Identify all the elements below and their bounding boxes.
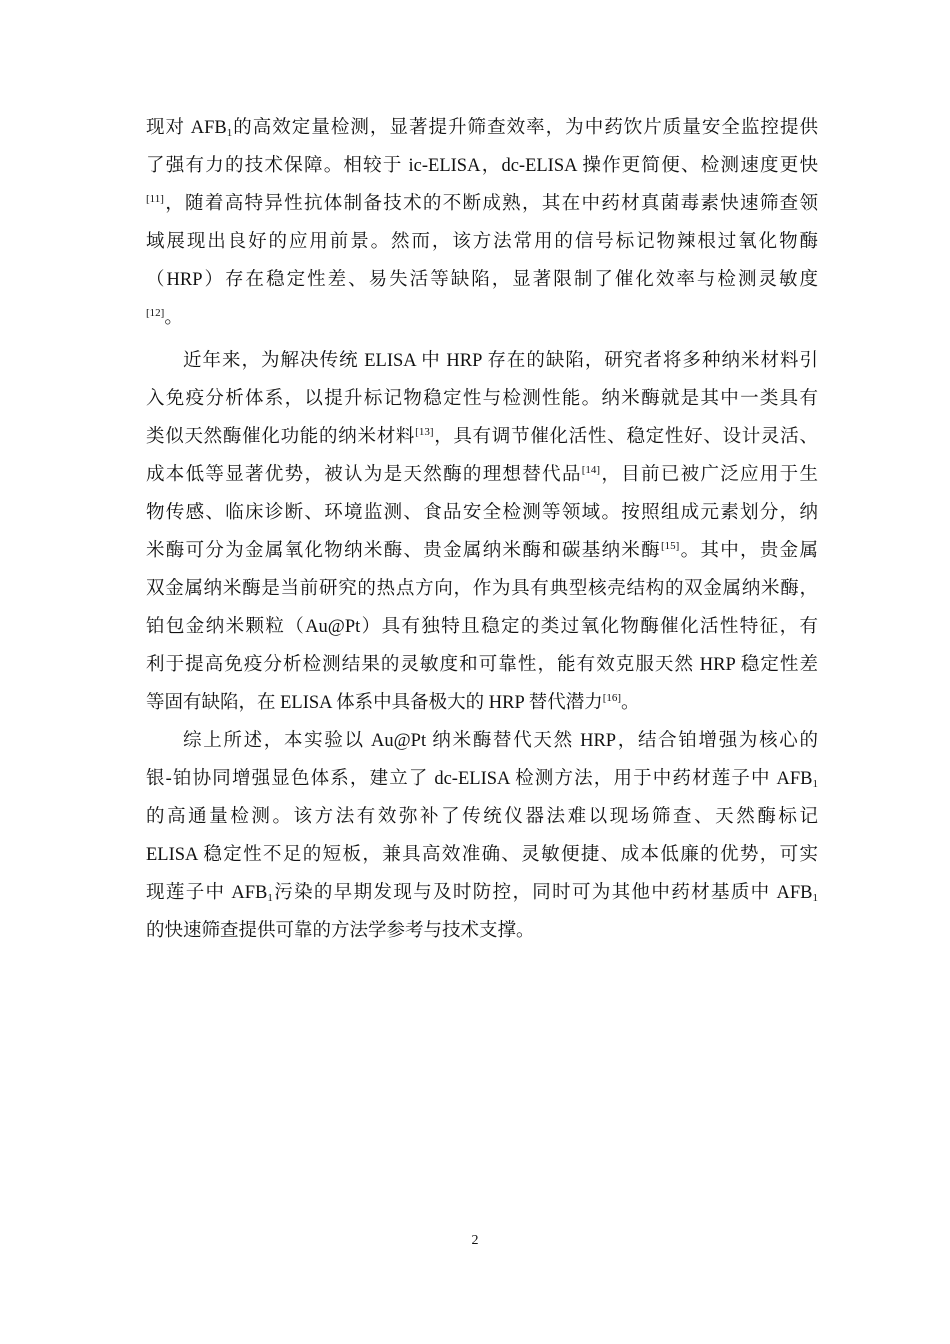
- text-line: 现莲子中 $AFB_1$污染的早期发现与及时防控，同时可为其他中药材基质中 $AFB_1$: [146, 883, 818, 904]
- subscript: 1: [267, 892, 273, 904]
- text-line: 银-铂协同增强显色体系，建立了 dc-ELISA 检测方法，用于中药材莲子中 $AFB_1$: [146, 769, 818, 790]
- subscript: 1: [812, 778, 818, 790]
- citation: [15]: [661, 540, 680, 552]
- text-line: 近年来，为解决传统 ELISA 中 HRP 存在的缺陷，研究者将多种纳米材料引: [183, 351, 818, 371]
- text-line: 类似天然酶催化功能的纳米材料[13]，具有调节催化活性、稳定性好、设计灵活、: [146, 426, 818, 447]
- text-line: 铂包金纳米颗粒（Au@Pt）具有独特且稳定的类过氧化物酶催化活性特征，有: [146, 617, 818, 637]
- citation: [11]: [146, 193, 164, 205]
- text-line: 米酶可分为金属氧化物纳米酶、贵金属纳米酶和碳基纳米酶[15]。其中，贵金属: [146, 540, 818, 561]
- text-line: [11]，随着高特异性抗体制备技术的不断成熟，其在中药材真菌毒素快速筛查领: [146, 193, 818, 214]
- citation: [16]: [602, 692, 622, 704]
- text-line: 的快速筛查提供可靠的方法学参考与技术支撑。: [146, 921, 535, 941]
- citation: [13]: [415, 426, 434, 438]
- text-line: [12]。: [146, 307, 183, 328]
- text-line: 成本低等显著优势，被认为是天然酶的理想替代品[14]，目前已被广泛应用于生: [146, 464, 818, 485]
- text-line: 入免疫分析体系，以提升标记物稳定性与检测性能。纳米酶就是其中一类具有: [146, 389, 818, 409]
- text-line: 现对 $AFB_1$的高效定量检测，显著提升筛查效率，为中药饮片质量安全监控提供: [146, 118, 818, 139]
- citation: [12]: [146, 307, 165, 319]
- text-line: （HRP）存在稳定性差、易失活等缺陷，显著限制了催化效率与检测灵敏度: [146, 270, 818, 290]
- subscript: 1: [812, 892, 818, 904]
- text-line: 利于提高免疫分析检测结果的灵敏度和可靠性，能有效克服天然 HRP 稳定性差: [146, 655, 818, 675]
- text-line: 双金属纳米酶是当前研究的热点方向，作为具有典型核壳结构的双金属纳米酶，: [146, 579, 818, 599]
- page-number: 2: [471, 1233, 479, 1248]
- text-line: ELISA 稳定性不足的短板，兼具高效准确、灵敏便捷、成本低廉的优势，可实: [146, 845, 818, 865]
- text-line: 综上所述，本实验以 Au@Pt 纳米酶替代天然 HRP，结合铂增强为核心的: [183, 731, 818, 751]
- text-line: 的高通量检测。该方法有效弥补了传统仪器法难以现场筛查、天然酶标记: [146, 807, 818, 827]
- text-line: 物传感、临床诊断、环境监测、食品安全检测等领域。按照组成元素划分，纳: [146, 503, 818, 523]
- citation: [14]: [581, 464, 601, 476]
- subscript: 1: [226, 127, 233, 139]
- text-line: 了强有力的技术保障。相较于 ic-ELISA，dc-ELISA 操作更简便、检测速度更快: [146, 156, 818, 176]
- text-line: 等固有缺陷，在 ELISA 体系中具备极大的 HRP 替代潜力[16]。: [146, 692, 640, 713]
- text-line: 域展现出良好的应用前景。然而，该方法常用的信号标记物辣根过氧化物酶: [146, 232, 818, 252]
